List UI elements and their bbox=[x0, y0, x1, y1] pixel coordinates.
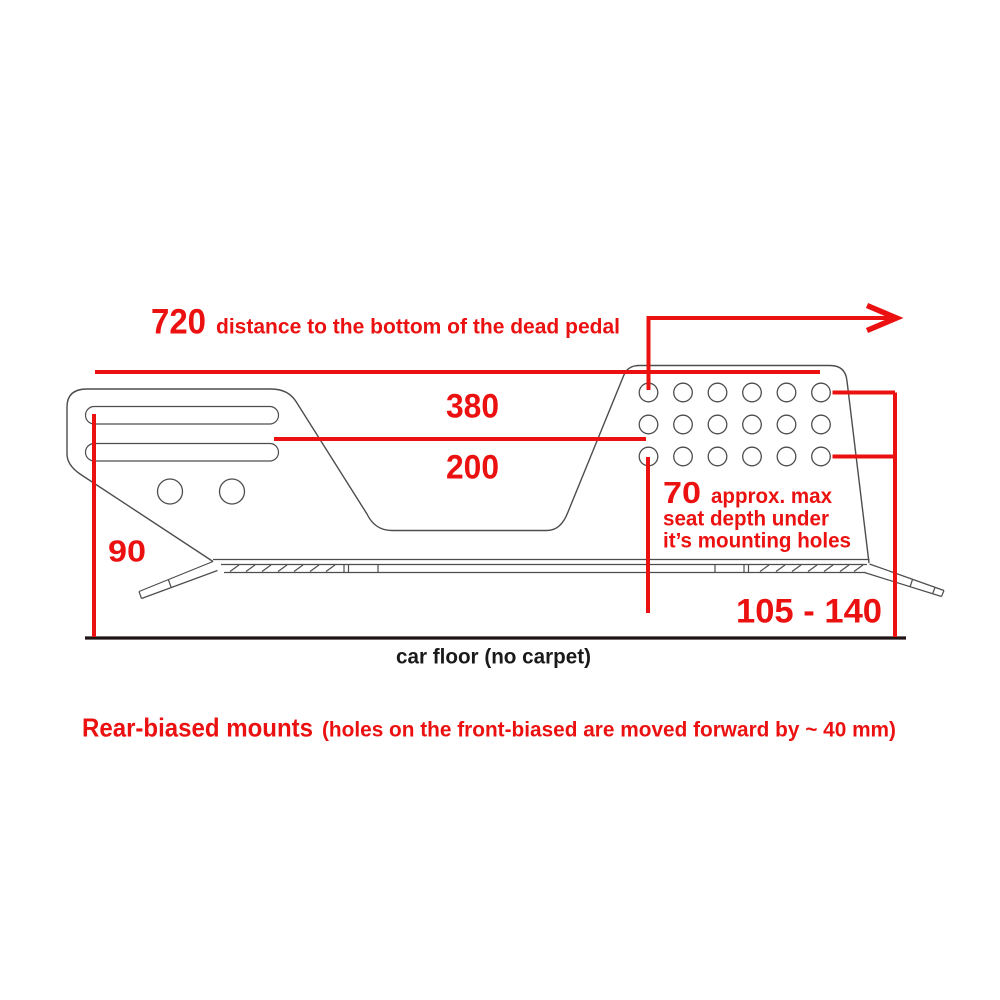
dim-720-label: distance to the bottom of the dead pedal bbox=[216, 315, 620, 339]
upper-slot bbox=[86, 407, 279, 425]
lower-slot bbox=[86, 444, 279, 462]
dim-70-note-line2: seat depth under bbox=[663, 507, 829, 531]
rail-hatch-left bbox=[230, 565, 335, 572]
left-hole-1 bbox=[158, 479, 183, 504]
rail-ski-left bbox=[139, 562, 218, 599]
caption-title: Rear-biased mounts bbox=[82, 712, 313, 743]
dim-70-value: 70 bbox=[663, 475, 701, 510]
car-floor-label: car floor (no carpet) bbox=[396, 645, 591, 669]
mounting-hole-grid bbox=[639, 383, 830, 466]
rail-ticks bbox=[344, 565, 749, 573]
dim-380-value: 380 bbox=[446, 387, 499, 426]
dim-200-value: 200 bbox=[446, 448, 499, 487]
dim-720-value: 720 bbox=[151, 302, 206, 342]
dim-rear-value: 105 - 140 bbox=[736, 592, 882, 631]
dim-leader-720 bbox=[649, 318, 890, 390]
dim-90-value: 90 bbox=[108, 533, 146, 569]
rail-hatch-right bbox=[760, 565, 863, 572]
dim-70-note-line3: it’s mounting holes bbox=[663, 529, 851, 553]
dim-70-note-line1: approx. max bbox=[711, 485, 833, 508]
left-hole-2 bbox=[220, 479, 245, 504]
caption-note: (holes on the front-biased are moved forward by ~ 40 mm) bbox=[322, 717, 896, 742]
